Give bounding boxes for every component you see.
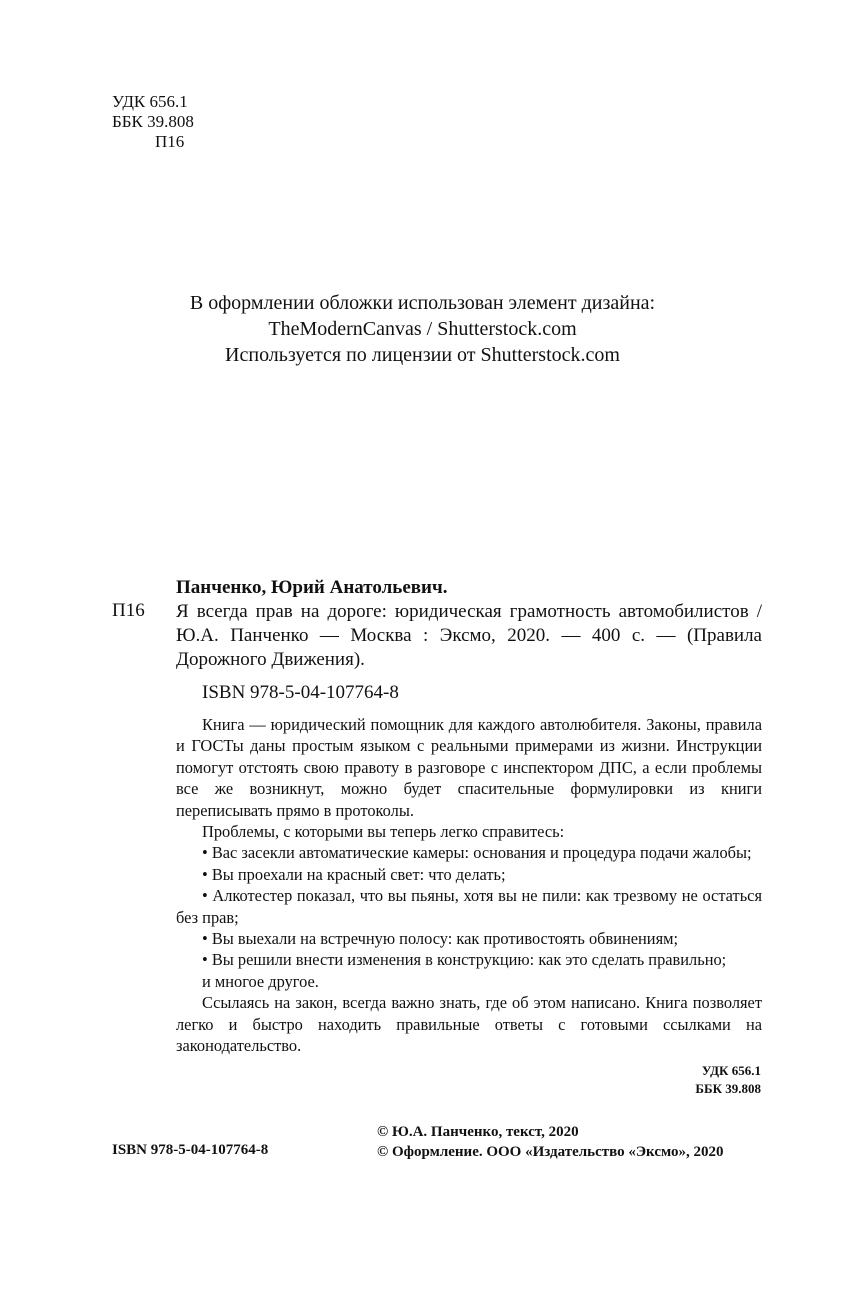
isbn-line: ISBN 978-5-04-107764-8 <box>202 682 399 703</box>
author-mark: П16 <box>155 132 185 151</box>
annotation-paragraph: Книга — юридический помощник для каждого автолюбителя. Законы, правила и ГОСТы даны простым языком с реальными примерами из жизни. Инструкции помогут отстоять свою правоту в разговоре с инспектором ДПС, а если проблемы все же возникнут, можно будет спасительные формулировки из книги переписывать прямо в протоколы. <box>176 715 762 820</box>
annotation-paragraph: и многое другое. <box>202 971 319 991</box>
top-classification-codes <box>112 92 194 152</box>
annotation-list-item: • Вы выехали на встречную полосу: как противостоять обвинениям; <box>202 929 679 949</box>
copyright-text: © Ю.А. Панченко, текст, 2020 <box>377 1124 579 1140</box>
annotation-paragraph: Проблемы, с которыми вы теперь легко справитесь: <box>202 822 565 842</box>
cover-note-line: Используется по лицензии от Shutterstock.com <box>225 344 620 366</box>
copyright-design: © Оформление. ООО «Издательство «Эксмо», 2020 <box>377 1144 724 1160</box>
author-mark-margin: П16 <box>112 600 145 621</box>
bbk-code: ББК 39.808 <box>695 1081 761 1096</box>
cover-note-line: TheModernCanvas / Shutterstock.com <box>268 318 577 340</box>
bibliographic-description <box>176 600 762 672</box>
udk-code: УДК 656.1 <box>701 1063 761 1078</box>
copyright-block <box>377 1122 724 1162</box>
annotation-paragraph: Ссылаясь на закон, всегда важно знать, где об этом написано. Книга позволяет легко и быстро находить правильные ответы с готовыми ссылками на законодательство. <box>176 993 762 1056</box>
footer-isbn: ISBN 978-5-04-107764-8 <box>112 1142 269 1158</box>
author-heading: Панченко, Юрий Анатольевич. <box>176 577 448 598</box>
annotation-list-item: • Вы решили внести изменения в конструкцию: как это сделать правильно; <box>202 950 727 970</box>
bottom-classification-codes <box>695 1062 761 1098</box>
annotation-list-item: • Вас засекли автоматические камеры: основания и процедура подачи жалобы; <box>202 843 752 863</box>
annotation-list-item: • Вы проехали на красный свет: что делать; <box>202 864 506 884</box>
udk-code: УДК 656.1 <box>112 92 188 111</box>
description-text: Я всегда прав на дороге: юридическая грамотность автомобилистов / Ю.А. Панченко — Москва : Эксмо, 2020. — 400 с. — (Правила Дорожного Движения). <box>176 601 762 670</box>
cover-note-line: В оформлении обложки использован элемент дизайна: <box>189 292 656 314</box>
bbk-code: ББК 39.808 <box>112 112 194 131</box>
annotation <box>176 714 762 1057</box>
cover-design-credit <box>0 290 845 368</box>
annotation-list-item: • Алкотестер показал, что вы пьяны, хотя вы не пили: как трезвому не остаться без прав; <box>176 886 762 927</box>
